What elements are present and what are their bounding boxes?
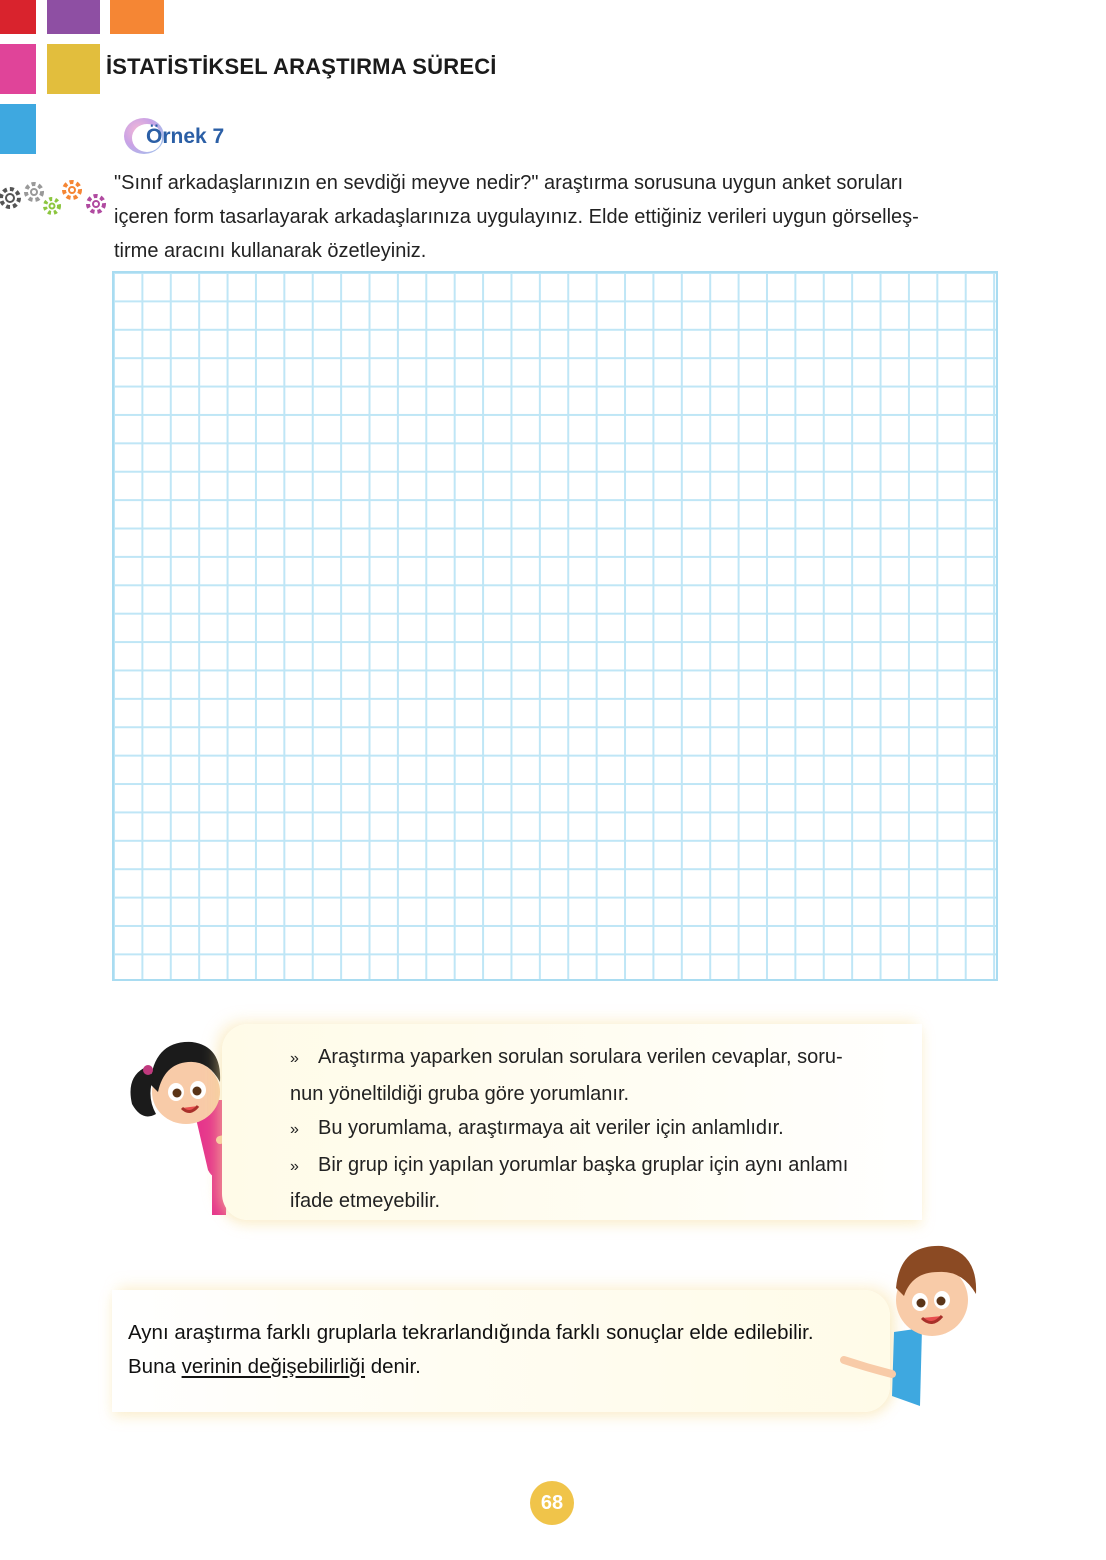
corner-square-blue — [0, 104, 36, 154]
example-question — [114, 166, 1000, 268]
info-item: » Bu yorumlama, araştırmaya ait veriler için anlamlıdır. — [290, 1111, 914, 1148]
definition-line: Buna verinin değişebilirliği denir. — [128, 1355, 421, 1378]
example-label: Örnek 7 — [146, 125, 225, 148]
example-heading — [124, 118, 244, 158]
definition-box — [112, 1290, 890, 1412]
definition-line: Aynı araştırma farklı gruplarla tekrarlandığında farklı sonuçlar elde edilebilir. — [128, 1321, 814, 1344]
bullet-icon: » — [290, 1157, 299, 1175]
info-item-continued: nun yöneltildiği gruba göre yorumlanır. — [290, 1082, 630, 1105]
question-line: "Sınıf arkadaşlarınızın en sevdiği meyve nedir?" araştırma sorusuna uygun anket soruları — [114, 172, 904, 194]
corner-square-red — [0, 0, 36, 34]
gears-icon — [0, 172, 112, 222]
definition-term: verinin değişebilirliği — [181, 1355, 366, 1378]
info-item-continued: ifade etmeyebilir. — [290, 1190, 441, 1212]
info-item: » Araştırma yaparken sorulan sorulara verilen cevaplar, soru- — [290, 1040, 914, 1077]
info-box — [222, 1024, 922, 1220]
bullet-icon: » — [290, 1121, 299, 1138]
question-line: içeren form tasarlayarak arkadaşlarınıza uygulayınız. Elde ettiğiniz verileri uygun görselleş- — [114, 206, 919, 228]
question-line: tirme aracını kullanarak özetleyiniz. — [114, 240, 427, 262]
bullet-icon: » — [290, 1050, 299, 1067]
info-item: » Bir grup için yapılan yorumlar başka gruplar için aynı anlamı — [290, 1148, 914, 1185]
corner-square-orange — [110, 0, 164, 34]
boy-character-illustration — [838, 1236, 984, 1406]
page-title: İSTATİSTİKSEL ARAŞTIRMA SÜRECİ — [106, 54, 497, 79]
answer-grid[interactable] — [112, 271, 998, 981]
corner-square-purple — [47, 0, 100, 34]
page-number: 68 — [530, 1481, 574, 1525]
corner-square-pink — [0, 44, 36, 94]
corner-square-yellow — [47, 44, 100, 94]
